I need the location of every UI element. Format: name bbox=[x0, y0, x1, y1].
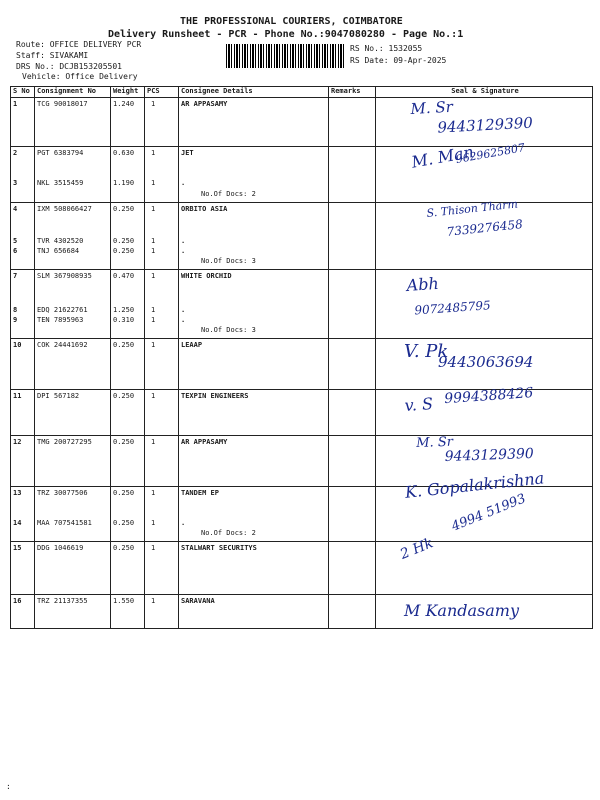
cell-value: 0.250 bbox=[113, 341, 135, 349]
handwritten-signature bbox=[410, 141, 526, 172]
cell-consignee bbox=[179, 339, 329, 390]
cell-remarks bbox=[329, 390, 376, 436]
page-mark: : bbox=[6, 782, 11, 791]
table-row bbox=[11, 542, 593, 595]
handwritten-signature bbox=[416, 434, 535, 466]
cell-value: SARAVANA bbox=[181, 597, 215, 605]
cell-value: TEXPIN ENGINEERS bbox=[181, 392, 249, 400]
cell-value: PGT 6383794 bbox=[37, 149, 84, 157]
cell-value: EDQ 21622761 bbox=[37, 306, 88, 314]
cell-value: . bbox=[181, 306, 186, 314]
cell-value: 1 bbox=[151, 489, 156, 497]
handwritten-signature bbox=[404, 341, 534, 371]
cell-value: 0.250 bbox=[113, 392, 135, 400]
cell-wt bbox=[111, 147, 145, 203]
cell-value: 1 bbox=[151, 272, 156, 280]
cell-wt bbox=[111, 487, 145, 542]
cell-consignee bbox=[179, 542, 329, 595]
cell-pcs bbox=[145, 542, 179, 595]
cell-wt bbox=[111, 203, 145, 270]
signature-phone: 9443129390 bbox=[444, 445, 535, 466]
cell-value: JET bbox=[181, 149, 194, 157]
cell-value: DPI 567182 bbox=[37, 392, 80, 400]
cell-sno bbox=[11, 203, 35, 270]
cell-value: 1.550 bbox=[113, 597, 135, 605]
cell-remarks bbox=[329, 147, 376, 203]
col-seal: Seal & Signature bbox=[376, 87, 593, 98]
cell-value: 1.240 bbox=[113, 100, 135, 108]
cell-value: 4 bbox=[13, 205, 18, 213]
col-consignment: Consignment No bbox=[35, 87, 111, 98]
cell-consignee bbox=[179, 98, 329, 147]
cell-cn bbox=[35, 339, 111, 390]
vehicle-label: Vehicle: Office Delivery bbox=[22, 72, 138, 81]
cell-value: 0.310 bbox=[113, 316, 135, 324]
cell-value: TRZ 21137355 bbox=[37, 597, 88, 605]
cell-sno bbox=[11, 595, 35, 629]
cell-wt bbox=[111, 390, 145, 436]
cell-consignee bbox=[179, 390, 329, 436]
cell-value: 14 bbox=[13, 519, 22, 527]
cell-wt bbox=[111, 595, 145, 629]
drs-number: DRS No.: DCJB153205501 bbox=[16, 62, 122, 71]
cell-value: TRZ 30077506 bbox=[37, 489, 88, 497]
cell-value: 0.630 bbox=[113, 149, 135, 157]
cell-pcs bbox=[145, 203, 179, 270]
docs-count: No.Of Docs: 3 bbox=[201, 326, 256, 334]
cell-sno bbox=[11, 390, 35, 436]
cell-consignee bbox=[179, 147, 329, 203]
cell-value: TEN 7895963 bbox=[37, 316, 84, 324]
cell-value: LEAAP bbox=[181, 341, 203, 349]
signature-name: 2 Hk bbox=[398, 535, 436, 563]
cell-value: 11 bbox=[13, 392, 22, 400]
cell-pcs bbox=[145, 487, 179, 542]
cell-value: TCG 90018017 bbox=[37, 100, 88, 108]
cell-pcs bbox=[145, 436, 179, 487]
table-row bbox=[11, 339, 593, 390]
cell-value: 1 bbox=[151, 316, 156, 324]
cell-cn bbox=[35, 487, 111, 542]
cell-value: 0.250 bbox=[113, 489, 135, 497]
cell-seal bbox=[376, 197, 593, 270]
cell-sno bbox=[11, 542, 35, 595]
cell-remarks bbox=[329, 487, 376, 542]
cell-consignee bbox=[179, 436, 329, 487]
cell-value: TANDEM EP bbox=[181, 489, 219, 497]
cell-value: 8 bbox=[13, 306, 18, 314]
cell-pcs bbox=[145, 147, 179, 203]
signature-name: M. Sr bbox=[416, 434, 454, 451]
cell-value: 1 bbox=[13, 100, 18, 108]
table-row bbox=[11, 147, 593, 203]
cell-value: 1 bbox=[151, 341, 156, 349]
col-weight: Weight bbox=[111, 87, 145, 98]
cell-value: 3 bbox=[13, 179, 18, 187]
cell-cn bbox=[35, 542, 111, 595]
handwritten-signature bbox=[404, 601, 519, 620]
cell-pcs bbox=[145, 98, 179, 147]
cell-consignee bbox=[179, 487, 329, 542]
cell-value: 1 bbox=[151, 149, 156, 157]
cell-wt bbox=[111, 98, 145, 147]
handwritten-signature bbox=[404, 385, 534, 415]
cell-seal bbox=[376, 141, 593, 203]
cell-value: STALWART SECURITYS bbox=[181, 544, 257, 552]
cell-seal bbox=[376, 339, 593, 390]
cell-value: TNJ 656684 bbox=[37, 247, 80, 255]
cell-remarks bbox=[329, 203, 376, 270]
cell-cn bbox=[35, 203, 111, 270]
cell-remarks bbox=[329, 595, 376, 629]
cell-remarks bbox=[329, 98, 376, 147]
cell-value: . bbox=[181, 247, 186, 255]
docs-count: No.Of Docs: 3 bbox=[201, 257, 256, 265]
cell-value: 1 bbox=[151, 179, 156, 187]
signature-name: M. Sr bbox=[410, 97, 454, 118]
cell-value: SLM 367908935 bbox=[37, 272, 92, 280]
table-row bbox=[11, 595, 593, 629]
signature-phone: 9443063694 bbox=[438, 353, 534, 371]
cell-seal bbox=[376, 595, 593, 629]
signature-name: M Kandasamy bbox=[404, 601, 520, 620]
cell-value: TMG 200727295 bbox=[37, 438, 92, 446]
cell-value: 1 bbox=[151, 544, 156, 552]
col-sno: S No bbox=[11, 87, 35, 98]
cell-value: 10 bbox=[13, 341, 22, 349]
cell-sno bbox=[11, 339, 35, 390]
cell-pcs bbox=[145, 339, 179, 390]
signature-name: S. Thison Tharm bbox=[426, 197, 519, 220]
cell-wt bbox=[111, 436, 145, 487]
signature-phone: 4994 51993 bbox=[449, 491, 529, 535]
cell-value: 1 bbox=[151, 438, 156, 446]
runsheet-table bbox=[10, 86, 593, 629]
cell-value: 1 bbox=[151, 247, 156, 255]
table-row bbox=[11, 270, 593, 339]
cell-cn bbox=[35, 147, 111, 203]
col-remarks: Remarks bbox=[329, 87, 376, 98]
signature-phone: 9994388426 bbox=[443, 385, 534, 408]
cell-cn bbox=[35, 436, 111, 487]
cell-value: 13 bbox=[13, 489, 22, 497]
table-row bbox=[11, 203, 593, 270]
cell-cn bbox=[35, 390, 111, 436]
cell-value: 9 bbox=[13, 316, 18, 324]
cell-seal bbox=[376, 385, 593, 436]
cell-pcs bbox=[145, 595, 179, 629]
table-row bbox=[11, 390, 593, 436]
cell-value: 1 bbox=[151, 306, 156, 314]
runsheet-title: THE PROFESSIONAL COURIERS, COIMBATORE bbox=[180, 16, 403, 27]
cell-value: WHITE ORCHID bbox=[181, 272, 232, 280]
signature-phone: 9629625807 bbox=[454, 141, 526, 167]
docs-count: No.Of Docs: 2 bbox=[201, 190, 256, 198]
cell-value: 0.470 bbox=[113, 272, 135, 280]
cell-remarks bbox=[329, 542, 376, 595]
cell-value: . bbox=[181, 316, 186, 324]
cell-remarks bbox=[329, 270, 376, 339]
runsheet-subtitle: Delivery Runsheet - PCR - Phone No.:9047080280 - Page No.:1 bbox=[108, 29, 464, 40]
cell-value: NKL 3515459 bbox=[37, 179, 84, 187]
handwritten-signature bbox=[410, 97, 534, 137]
cell-remarks bbox=[329, 339, 376, 390]
cell-value: 6 bbox=[13, 247, 18, 255]
cell-sno bbox=[11, 147, 35, 203]
cell-consignee bbox=[179, 595, 329, 629]
signature-name: V. Pk bbox=[404, 341, 449, 362]
signature-name: v. S bbox=[404, 394, 434, 415]
cell-value: 5 bbox=[13, 237, 18, 245]
cell-value: 1 bbox=[151, 519, 156, 527]
cell-value: . bbox=[181, 237, 186, 245]
cell-value: 0.250 bbox=[113, 247, 135, 255]
cell-sno bbox=[11, 436, 35, 487]
cell-value: 0.250 bbox=[113, 205, 135, 213]
col-consignee: Consignee Details bbox=[179, 87, 329, 98]
cell-value: 1 bbox=[151, 237, 156, 245]
cell-consignee bbox=[179, 270, 329, 339]
cell-wt bbox=[111, 339, 145, 390]
signature-phone: 9072485795 bbox=[413, 298, 492, 318]
signature-name: Abh bbox=[406, 273, 440, 295]
docs-count: No.Of Docs: 2 bbox=[201, 529, 256, 537]
cell-value: 0.250 bbox=[113, 438, 135, 446]
table-row bbox=[11, 98, 593, 147]
cell-value: IXM 508066427 bbox=[37, 205, 92, 213]
table-header-row bbox=[11, 87, 593, 98]
cell-seal bbox=[376, 98, 593, 147]
cell-value: 1 bbox=[151, 597, 156, 605]
rs-date: RS Date: 09-Apr-2025 bbox=[350, 56, 447, 65]
cell-value: 0.250 bbox=[113, 544, 135, 552]
cell-value: 15 bbox=[13, 544, 22, 552]
cell-value: AR APPASAMY bbox=[181, 100, 228, 108]
cell-value: COK 24441692 bbox=[37, 341, 88, 349]
cell-value: 12 bbox=[13, 438, 22, 446]
cell-value: 0.250 bbox=[113, 237, 135, 245]
cell-wt bbox=[111, 542, 145, 595]
cell-seal bbox=[376, 491, 593, 595]
signature-phone: 7339276458 bbox=[445, 217, 524, 239]
cell-wt bbox=[111, 270, 145, 339]
cell-value: 1 bbox=[151, 100, 156, 108]
cell-value: TVR 4302520 bbox=[37, 237, 84, 245]
staff-label: Staff: SIVAKAMI bbox=[16, 51, 89, 60]
rs-number: RS No.: 1532055 bbox=[350, 44, 423, 53]
signature-name: K. Gopalakrishna bbox=[404, 468, 546, 502]
cell-value: ORBITO ASIA bbox=[181, 205, 228, 213]
cell-value: MAA 707541581 bbox=[37, 519, 92, 527]
cell-value: 1 bbox=[151, 205, 156, 213]
cell-value: 1.190 bbox=[113, 179, 135, 187]
cell-pcs bbox=[145, 270, 179, 339]
cell-cn bbox=[35, 595, 111, 629]
cell-sno bbox=[11, 487, 35, 542]
handwritten-signature bbox=[406, 273, 492, 318]
cell-value: 2 bbox=[13, 149, 18, 157]
route-label: Route: OFFICE DELIVERY PCR bbox=[16, 40, 142, 49]
cell-value: 0.250 bbox=[113, 519, 135, 527]
signature-name: M. Man bbox=[410, 142, 476, 172]
cell-value: 16 bbox=[13, 597, 22, 605]
cell-value: AR APPASAMY bbox=[181, 438, 228, 446]
cell-cn bbox=[35, 98, 111, 147]
signature-phone: 9443129390 bbox=[437, 113, 534, 137]
cell-value: 7 bbox=[13, 272, 18, 280]
cell-consignee bbox=[179, 203, 329, 270]
col-pcs: PCS bbox=[145, 87, 179, 98]
barcode bbox=[226, 44, 344, 68]
cell-pcs bbox=[145, 390, 179, 436]
cell-value: 1 bbox=[151, 392, 156, 400]
cell-value: . bbox=[181, 179, 186, 187]
cell-value: DDG 1046619 bbox=[37, 544, 84, 552]
cell-value: . bbox=[181, 519, 186, 527]
cell-sno bbox=[11, 270, 35, 339]
cell-seal bbox=[376, 270, 593, 339]
cell-sno bbox=[11, 98, 35, 147]
cell-cn bbox=[35, 270, 111, 339]
cell-value: 1.250 bbox=[113, 306, 135, 314]
cell-remarks bbox=[329, 436, 376, 487]
